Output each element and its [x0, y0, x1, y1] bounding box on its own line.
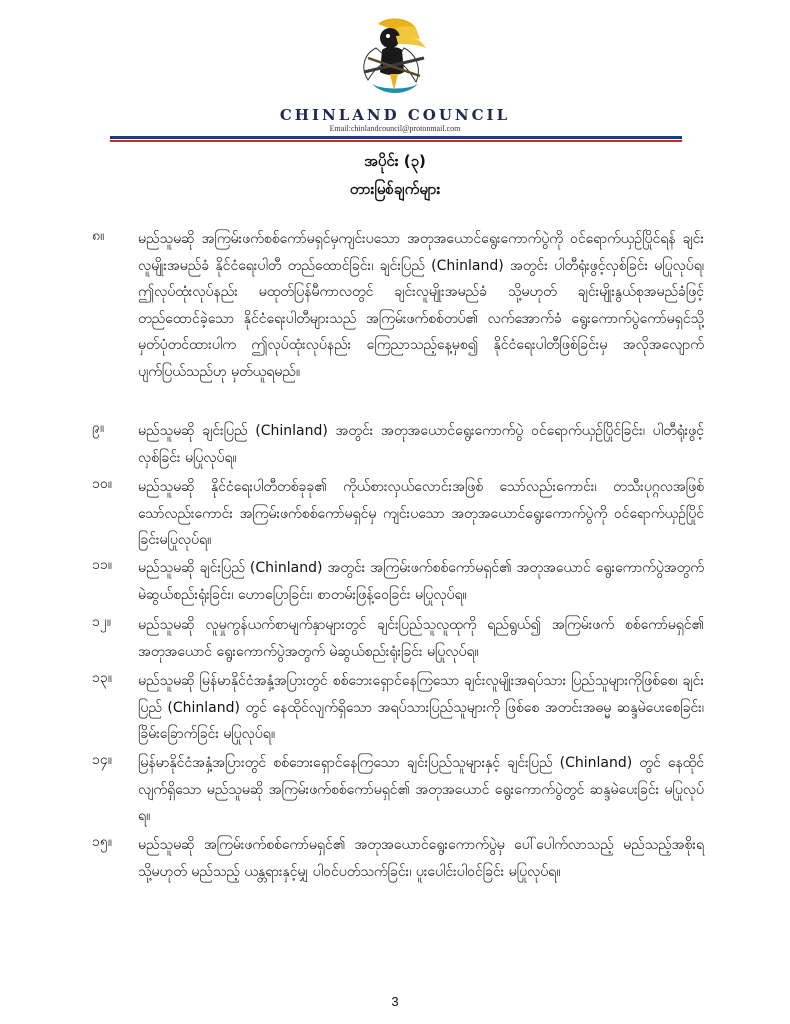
clause-text: မည်သူမဆို ချင်းပြည် (Chinland) အတွင်း အတုအယောင်ရွေးကောက်ပွဲ ဝင်ရောက်ယှဉ်ပြိုင်ခြင်း၊ ပါတီရုံးဖွင့်လှစ်ခြင်း မပြုလုပ်ရ။ — [138, 423, 704, 466]
section-subtitle: တားမြစ်ချက်များ — [349, 180, 441, 198]
clause-number: ၈။ — [92, 228, 105, 244]
clause-number: ၉။ — [92, 420, 105, 436]
header-rule-red — [110, 140, 682, 142]
clause-text: မည်သူမဆို မြန်မာနိုင်ငံအနှံ့အပြားတွင် စစ်ဘေးရှောင်နေကြသော ချင်းလူမျိုးအရပ်သား ပြည်သူများကိုဖြစ်စေ၊ ချင်းပြည် (Chinland) တွင် နေထိုင်လျက်ရှိသော အရပ်သားပြည်သူများကို ဖြစ်စေ အတင်းအဓမ္မ ဆန္ဒမဲပေးစေခြင်း၊ ခြိမ်းခြောက်ခြင်း မပြုလုပ်ရ။ — [138, 673, 704, 742]
clause-number: ၁၀။ — [92, 476, 112, 492]
clause-text: မည်သူမဆို လူမှုကွန်ယက်စာမျက်နှာများတွင် ချင်းပြည်သူလူထုကို ရည်ရွယ်၍ အကြမ်းဖက် စစ်ကော်မရှင်၏ အတုအယောင် ရွေးကောက်ပွဲအတွက် မဲဆွယ်စည်းရုံးခြင်း မပြုလုပ်ရ။ — [138, 617, 704, 660]
clause-number: ၁၃။ — [92, 670, 112, 686]
clause-number: ၁၅။ — [92, 834, 112, 850]
clause-text: မည်သူမဆို အကြမ်းဖက်စစ်ကော်မရှင်မှကျင်းပသော အတုအယောင်ရွေးကောက်ပွဲကို ဝင်ရောက်ယှဉ်ပြိုင်ရန် ချင်းလူမျိုးအမည်ခံ နိုင်ငံရေးပါတီ တည်ထောင်ခြင်း၊ ချင်းပြည် (Chinland) အတွင်း ပါတီရုံးဖွင့်လှစ်ခြင်း မပြုလုပ်ရ၊ ဤလုပ်ထုံးလုပ်နည်း မထုတ်ပြန်မီကာလတွင် ချင်းလူမျိုးအမည်ခံ သို့မဟုတ် ချင်းမျိုးနွယ်စုအမည်ခံဖြင့် တည်ထောင်ခဲ့သော နိုင်ငံရေးပါတီများသည် အကြမ်းဖက်စစ်တပ်၏ လက်အောက်ခံ ရွေးကောက်ပွဲကော်မရှင်သို့ မှတ်ပုံတင်ထားပါက ဤလုပ်ထုံးလုပ်နည်း ကြေညာသည့်နေ့မှစ၍ နိုင်ငံရေးပါတီဖြစ်ခြင်းမှ အလိုအလျောက် ပျက်ပြယ်သည်ဟု မှတ်ယူရမည်။ — [138, 231, 704, 380]
letterhead — [0, 0, 790, 140]
clause-text: မည်သူမဆို အကြမ်းဖက်စစ်ကော်မရှင်၏ အတုအယောင်ရွေးကောက်ပွဲမှ ပေါ်ပေါက်လာသည့် မည်သည့်အစိုးရ သို့မဟုတ် မည်သည့် ယန္တရားနှင့်မျှ ပါဝင်ပတ်သက်ခြင်း၊ ပူးပေါင်းပါဝင်ခြင်း မပြုလုပ်ရ။ — [138, 837, 704, 880]
clause-text: မည်သူမဆို ချင်းပြည် (Chinland) အတွင်း အကြမ်းဖက်စစ်ကော်မရှင်၏ အတုအယောင် ရွေးကောက်ပွဲအတွက် မဲဆွယ်စည်းရုံးခြင်း၊ ဟောပြောခြင်း၊ စာတမ်းဖြန့်ဝေခြင်း မပြုလုပ်ရ။ — [138, 560, 704, 603]
clause-text: မည်သူမဆို နိုင်ငံရေးပါတီတစ်ခုခု၏ ကိုယ်စားလှယ်လောင်းအဖြစ် သော်လည်းကောင်း၊ တသီးပုဂ္ဂလအဖြစ် သော်လည်းကောင်း အကြမ်းဖက်စစ်ကော်မရှင်မှ ကျင်းပသော အတုအယောင်ရွေးကောက်ပွဲကို ဝင်ရောက်ယှဉ်ပြိုင်ခြင်းမပြုလုပ်ရ။ — [138, 479, 704, 548]
clause-number: ၁၂။ — [92, 614, 111, 630]
clause-text: မြန်မာနိုင်ငံအနှံ့အပြားတွင် စစ်ဘေးရှောင်နေကြသော ချင်းပြည်သူများနှင့် ချင်းပြည် (Chinland) တွင် နေထိုင်လျက်ရှိသော မည်သူမဆို အကြမ်းဖက်စစ်ကော်မရှင်၏ အတုအယောင် ရွေးကောက်ပွဲတွင် ဆန္ဒမဲပေးခြင်း မပြုလုပ်ရ။ — [138, 755, 704, 824]
clause-number: ၁၁။ — [92, 557, 112, 573]
clause-number: ၁၄။ — [92, 752, 112, 768]
organization-name: CHINLAND COUNCIL — [279, 106, 511, 124]
header-rule-blue — [110, 136, 682, 139]
organization-email: Email:chinlandcouncil@protonmail.com — [329, 124, 461, 133]
page-number: 3 — [391, 994, 399, 1009]
hornbill-crest-icon — [350, 14, 440, 104]
section-title: အပိုင်း (၃) — [364, 152, 426, 170]
